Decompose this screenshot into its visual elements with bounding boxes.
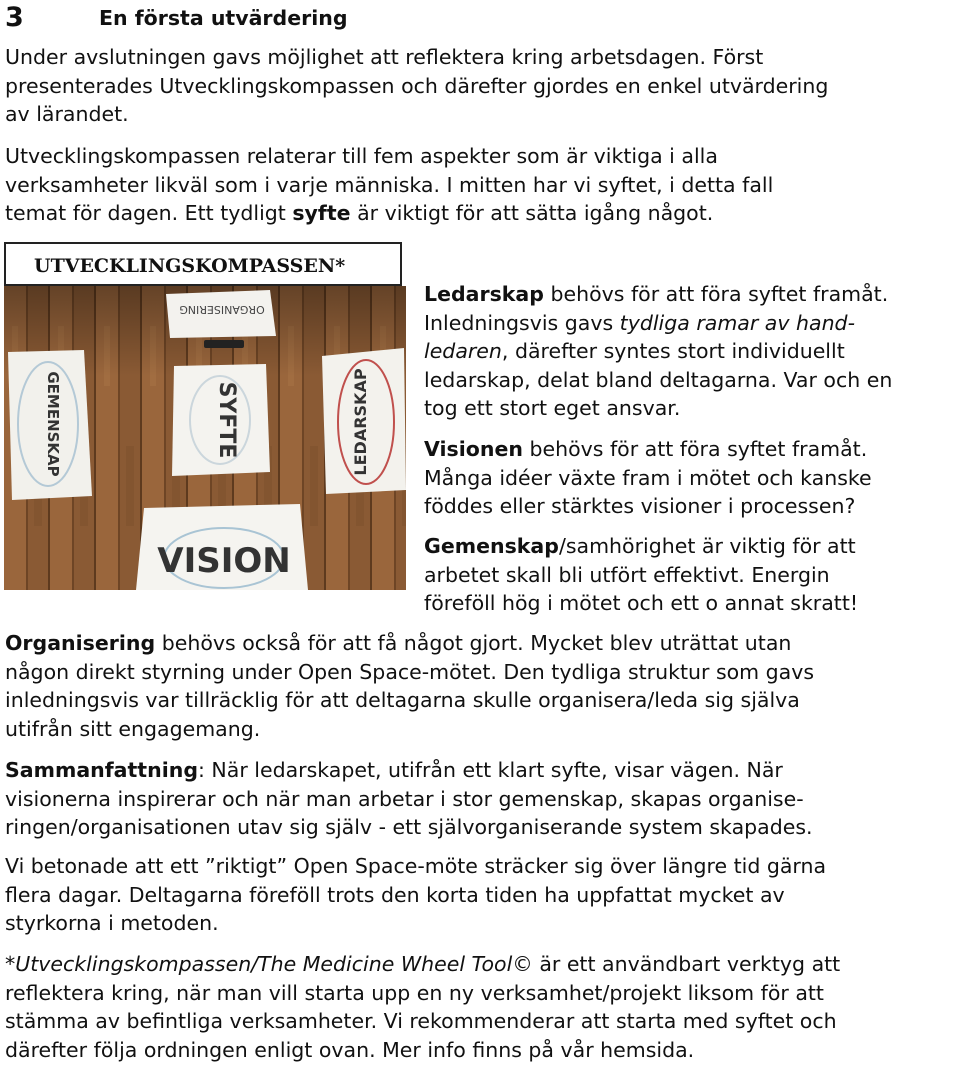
card-ledarskap	[322, 348, 406, 494]
open-space-paragraph: Vi betonade att ett ”riktigt” Open Space-möte sträcker sig över längre tid gärna flera dagar. Deltagarna föreföll trots den korta tiden ha uppfattat mycket av styrkorna i metoden.	[5, 854, 827, 935]
card-gemenskap	[8, 350, 92, 500]
compass-photo	[4, 286, 406, 590]
ledarskap-paragraph: Ledarskap behövs för att föra syftet framåt. Inledningsvis gavs tydliga ramar av hand- ledaren, därefter syntes stort individuellt ledarskap, delat bland deltagarna. Var och en tog ett stort eget ansvar.	[424, 282, 893, 420]
svg-text:VISION: VISION	[157, 541, 291, 581]
visionen-paragraph: Visionen behövs för att föra syftet framåt. Många idéer växte fram i mötet och kanske föddes eller stärktes visioner i processen?	[424, 437, 872, 518]
compass-intro-paragraph: Utvecklingskompassen relaterar till fem aspekter som är viktiga i alla verksamheter likväl som i varje människa. I mitten har vi syftet, i detta fall temat för dagen. Ett tydligt syfte är viktigt för att sätta igång något.	[5, 144, 774, 225]
organisering-paragraph: Organisering behövs också för att få något gjort. Mycket blev uträttat utan någon direkt styrning under Open Space-mötet. Den tydliga struktur som gavs inledningsvis var tillräcklig för att deltagarna skulle organisera/leda sig själva utifrån sitt engagemang.	[5, 631, 815, 741]
compass-figure	[4, 242, 406, 590]
svg-text:GEMENSKAP: GEMENSKAP	[44, 371, 62, 477]
section-title: En första utvärdering	[99, 6, 348, 30]
svg-text:SYFTE: SYFTE	[214, 381, 239, 459]
card-syfte	[172, 364, 270, 476]
card-vision	[136, 504, 308, 590]
figure-label: UTVECKLINGSKOMPASSEN*	[4, 242, 402, 286]
footnote-paragraph: *Utvecklingskompassen/The Medicine Wheel Tool© är ett användbart verktyg att reflektera kring, när man vill starta upp en ny verksamhet/projekt liksom för att stämma av befintliga verksamheter. Vi rekommenderar att starta med syftet och därefter följa ordningen enligt ovan. Mer info finns på vår hemsida.	[5, 952, 841, 1062]
gemenskap-paragraph: Gemenskap/samhörighet är viktig för att arbetet skall bli utfört effektivt. Energin föreföll hög i mötet och ett o annat skratt!	[424, 534, 859, 615]
sammanfattning-paragraph: Sammanfattning: När ledarskapet, utifrån ett klart syfte, visar vägen. När visionerna inspirerar och när man arbetar i stor gemenskap, skapas organise- ringen/organisationen utav sig själv - ett självorganiserande system skapades.	[5, 758, 813, 839]
svg-text:ORGANISERING: ORGANISERING	[179, 303, 265, 316]
intro-paragraph: Under avslutningen gavs möjlighet att reflektera kring arbetsdagen. Först presenterades Utvecklingskompassen och därefter gjordes en enkel utvärdering av lärandet.	[5, 45, 829, 126]
svg-text:LEDARSKAP: LEDARSKAP	[351, 368, 370, 476]
section-number: 3	[5, 2, 24, 33]
